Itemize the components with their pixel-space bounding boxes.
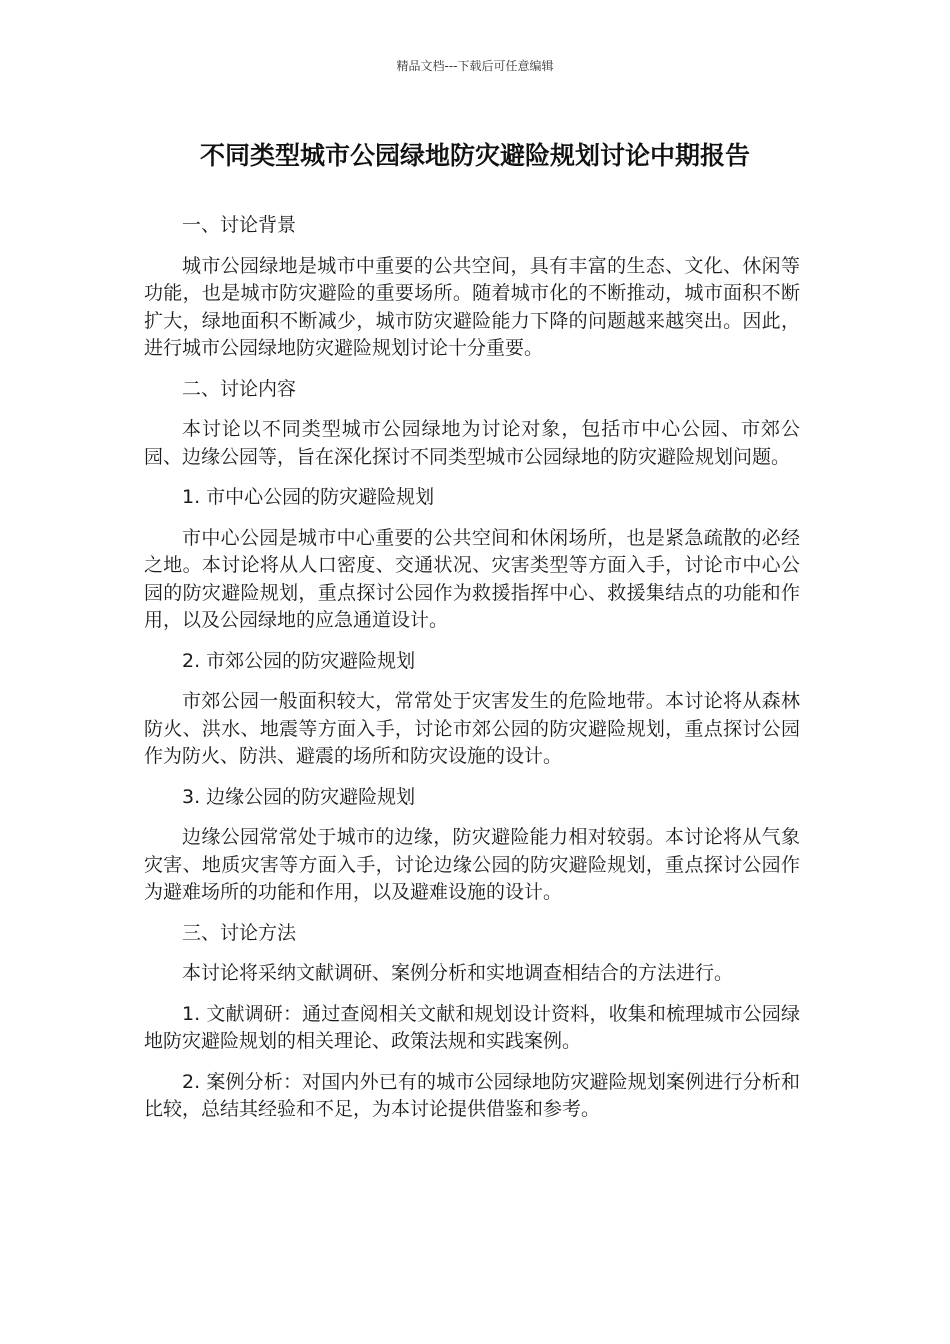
section-heading-content: 二、讨论内容	[182, 377, 297, 400]
subheading-city-center-park: 1. 市中心公园的防灾避险规划	[182, 486, 435, 508]
paragraph-suburban-park: 市郊公园一般面积较大，常常处于灾害发生的危险地带。本讨论将从森林防火、洪水、地震等方面入手，讨论市郊公园的防灾避险规划，重点探讨公园作为防火、防洪、避震的场所和防灾设施的设计。	[144, 690, 800, 767]
paragraph-method: 本讨论将采纳文献调研、案例分析和实地调查相结合的方法进行。	[182, 962, 734, 984]
section-heading-background: 一、讨论背景	[182, 214, 297, 236]
paragraph-case-analysis: 2. 案例分析：对国内外已有的城市公园绿地防灾避险规划案例进行分析和比较，总结其经验和不足，为本讨论提供借鉴和参考。	[144, 1070, 800, 1120]
paragraph-background: 城市公园绿地是城市中重要的公共空间，具有丰富的生态、文化、休闲等功能，也是城市防灾避险的重要场所。随着城市化的不断推动，城市面积不断扩大，绿地面积不断减少，城市防灾避险能力下降的问题越来越突出。因此，进行城市公园绿地防灾避险规划讨论十分重要。	[144, 254, 800, 359]
paragraph-literature-review: 1. 文献调研：通过查阅相关文献和规划设计资料，收集和梳理城市公园绿地防灾避险规划的相关理论、政策法规和实践案例。	[144, 1002, 800, 1052]
document-body	[144, 212, 800, 1137]
header-note: 精品文档---下载后可任意编辑	[396, 59, 554, 73]
section-heading-method: 三、讨论方法	[182, 921, 297, 944]
subheading-suburban-park: 2. 市郊公园的防灾避险规划	[182, 649, 416, 672]
paragraph-city-center-park: 市中心公园是城市中心重要的公共空间和休闲场所，也是紧急疏散的必经之地。本讨论将从人口密度、交通状况、灾害类型等方面入手，讨论市中心公园的防灾避险规划，重点探讨公园作为救援指挥中心、救援集结点的功能和作用，以及公园绿地的应急通道设计。	[144, 526, 800, 631]
document-title: 不同类型城市公园绿地防灾避险规划讨论中期报告	[199, 141, 750, 170]
paragraph-edge-park: 边缘公园常常处于城市的边缘，防灾避险能力相对较弱。本讨论将从气象灾害、地质灾害等方面入手，讨论边缘公园的防灾避险规划，重点探讨公园作为避难场所的功能和作用，以及避难设施的设计。	[144, 826, 800, 903]
subheading-edge-park: 3. 边缘公园的防灾避险规划	[182, 785, 416, 808]
paragraph-content: 本讨论以不同类型城市公园绿地为讨论对象，包括市中心公园、市郊公园、边缘公园等，旨在深化探讨不同类型城市公园绿地的防灾避险规划问题。	[144, 418, 800, 468]
